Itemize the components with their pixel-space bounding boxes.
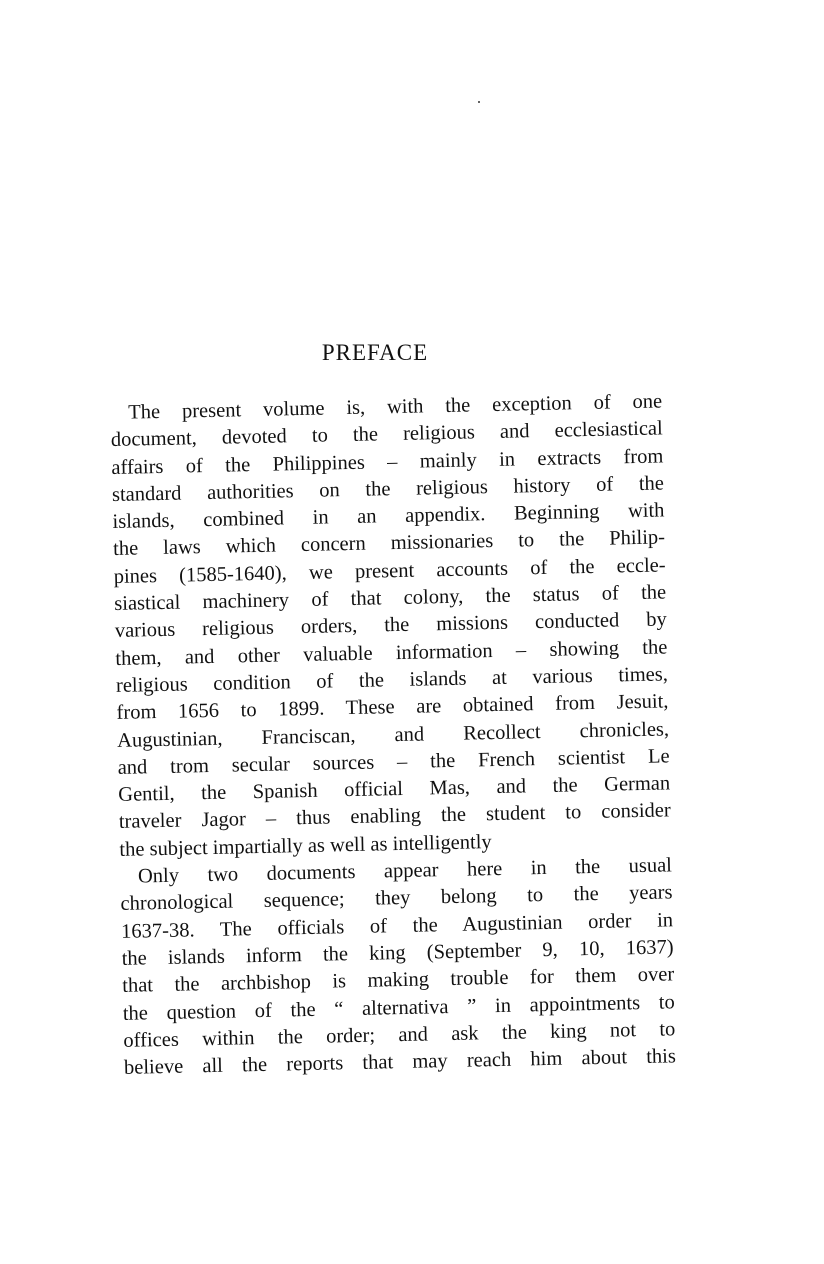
text-line: the question of the “ alternativa ” in appointments to (122, 990, 675, 1025)
text-line: that the archbishop is making trouble for them over (122, 963, 675, 998)
text-line: offices within the order; and ask the king not to (123, 1018, 676, 1052)
text-line: religious condition of the islands at various times, (115, 663, 669, 697)
text-line: the subject impartially as well as intelligently (119, 830, 492, 861)
text-line: chronological sequence; they belong to the years (120, 881, 673, 916)
text-line: 1637-38. The officials of the Augustinian order in (120, 908, 674, 943)
page-title: PREFACE (321, 340, 429, 365)
text-line: Only two documents appear here in the usual (137, 854, 673, 888)
text-line: and trom secular sources – the French scientist Le (117, 745, 670, 779)
text-line: from 1656 to 1899. These are obtained from Jesuit, (116, 690, 669, 725)
text-line: islands, combined in an appendix. Beginning with (112, 499, 665, 534)
text-line: various religious orders, the missions conducted by (114, 608, 667, 643)
page-speck (478, 101, 480, 103)
text-line: the islands inform the king (September 9, 10, 1637) (121, 936, 674, 970)
text-line: document, devoted to the religious and ecclesiastical (110, 417, 663, 452)
text-line: pines (1585-1640), we present accounts of the eccle- (113, 554, 666, 588)
text-line: traveler Jagor – thus enabling the student to consider (118, 799, 671, 834)
text-line: the laws which concern missionaries to the Philip- (112, 526, 666, 561)
text-line: standard authorities on the religious history of the (111, 472, 665, 506)
text-line: siastical machinery of that colony, the status of the (114, 581, 667, 616)
text-line: The present volume is, with the exception of one (128, 390, 663, 424)
body-text (110, 388, 676, 1082)
text-line: affairs of the Philippines – mainly in extracts from (111, 445, 664, 479)
text-line: Gentil, the Spanish official Mas, and the German (118, 772, 671, 807)
text-line: them, and other valuable information – showing the (115, 636, 668, 670)
text-line: believe all the reports that may reach him about this (123, 1045, 677, 1079)
text-line: Augustinian, Franciscan, and Recollect chronicles, (116, 717, 670, 752)
